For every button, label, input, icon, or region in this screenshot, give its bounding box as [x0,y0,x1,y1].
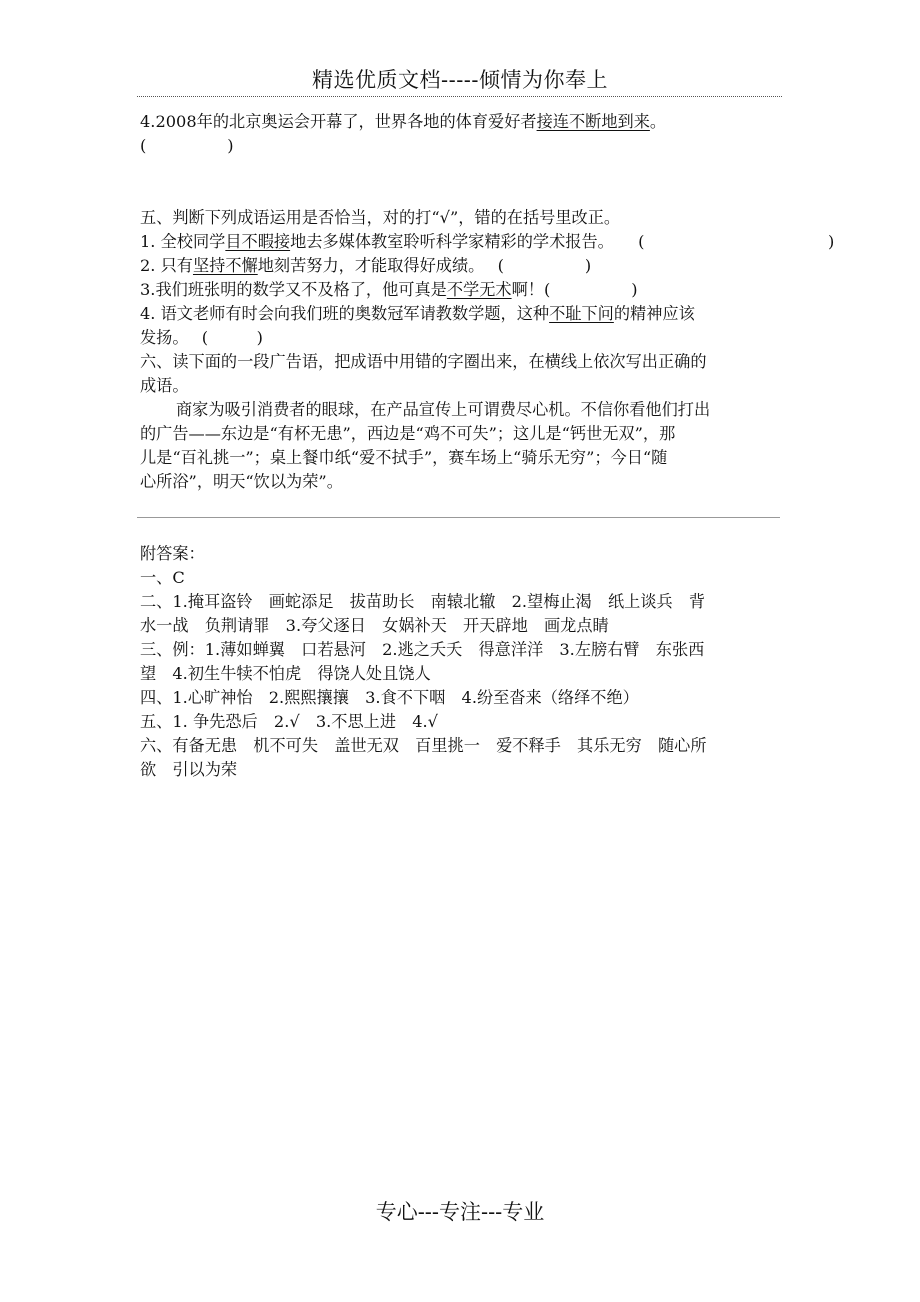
answer-line: 水一战 负荆请罪 3.夸父逐日 女娲补天 开天辟地 画龙点睛 [140,616,609,635]
section6-paragraph-line: 心所浴”，明天“饮以为荣”。 [140,472,343,491]
answer-line: 欲 引以为荣 [140,760,238,779]
answer-line: 六、有备无患 机不可失 盖世无双 百里挑一 爱不释手 其乐无穷 随心所 [140,736,707,755]
underlined-idiom: 不耻下问 [549,304,614,323]
underlined-idiom: 接连不断地到来 [536,112,650,131]
q4-line1: 4.2008年的北京奥运会开幕了，世界各地的体育爱好者接连不断地到来。 [140,112,667,131]
underlined-idiom: 不学无术 [446,280,512,299]
section5-item-4: 4. 语文老师有时会向我们班的奥数冠军请教数学题，这种不耻下问的精神应该 [140,304,695,323]
section6-title: 六、读下面的一段广告语，把成语中用错的字圈出来，在横线上依次写出正确的 [140,352,707,371]
page-header: 精选优质文档-----倾情为你奉上 [312,68,608,92]
section-divider [137,517,780,518]
answer-line: 一、C [140,568,185,587]
section6-title-cont: 成语。 [140,376,189,395]
answer-line: 五、1. 争先恐后 2.√ 3.不思上进 4.√ [140,712,438,731]
section5-item-2: 2. 只有坚持不懈地刻苦努力，才能取得好成绩。 ( ) [140,256,592,275]
section5-item-1: 1. 全校同学目不暇接地去多媒体教室聆听科学家精彩的学术报告。 ( ) [140,232,835,251]
underlined-idiom: 坚持不懈 [192,256,258,275]
answer-line: 三、例：1.薄如蝉翼 口若悬河 2.逃之夭夭 得意洋洋 3.左膀右臂 东张西 [140,640,705,659]
answer-line: 二、1.掩耳盗铃 画蛇添足 拔苗助长 南辕北辙 2.望梅止渴 纸上谈兵 背 [140,592,706,611]
answer-section [140,542,792,782]
underlined-idiom: 目不暇接 [225,232,291,251]
section5-item-3: 3.我们班张明的数学又不及格了，他可真是不学无术啊！( ) [140,280,638,299]
q4-answer-paren: ( ) [140,136,234,155]
section6-paragraph-line: 儿是“百礼挑一”；桌上餐巾纸“爱不拭手”，赛车场上“骑乐无穷”；今日“随 [140,448,668,467]
answers-heading: 附答案： [140,544,205,563]
section5-title: 五、判断下列成语运用是否恰当，对的打“√”，错的在括号里改正。 [140,208,621,227]
page-footer: 专心---专注---专业 [375,1200,545,1224]
header-rule [137,96,782,97]
question-content [140,110,835,494]
answer-line: 四、1.心旷神怡 2.熙熙攘攘 3.食不下咽 4.纷至沓来（络绎不绝） [140,688,639,707]
section6-paragraph-line: 商家为吸引消费者的眼球，在产品宣传上可谓费尽心机。不信你看他们打出 [176,400,711,419]
section5-item-4-cont: 发扬。 ( ) [140,328,263,347]
section6-paragraph-line: 的广告——东边是“有杯无患”，西边是“鸡不可失”；这儿是“钙世无双”，那 [140,424,676,443]
answer-line: 望 4.初生牛犊不怕虎 得饶人处且饶人 [140,664,431,683]
